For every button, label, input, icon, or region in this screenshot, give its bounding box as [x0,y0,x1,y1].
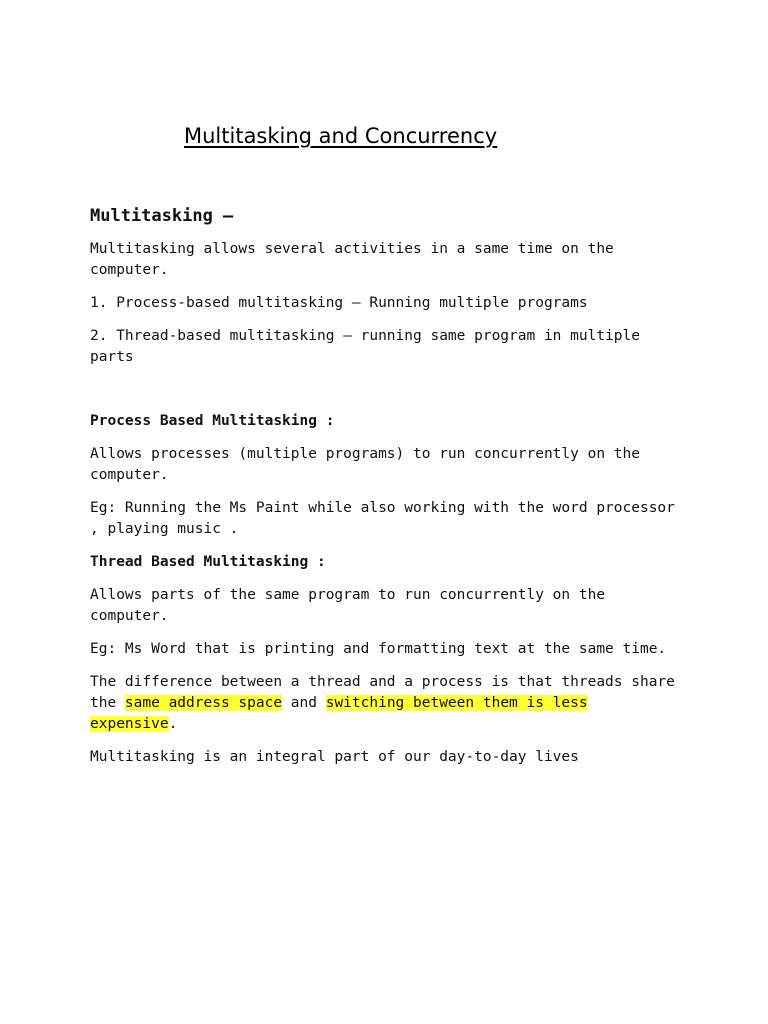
closing-paragraph: Multitasking is an integral part of our day-to-day lives [90,749,579,765]
document-title: Multitasking and Concurrency [184,124,498,148]
list-item-process-based: 1. Process-based multitasking – Running multiple programs [90,295,588,311]
document-body [90,204,680,780]
difference-text-after: . [168,716,178,732]
process-heading: Process Based Multitasking : [90,413,335,429]
process-description: Allows processes (multiple programs) to run concurrently on the computer. [90,446,640,483]
highlight-same-address-space: same address space [124,695,283,711]
section-heading: Multitasking – [90,206,234,226]
difference-text-before: The difference between a thread and a process is that threads share the [90,674,675,711]
list-item-thread-based: 2. Thread-based multitasking – running same program in multiple parts [90,328,640,365]
thread-heading: Thread Based Multitasking : [90,554,326,570]
difference-text-middle: and [282,695,326,711]
process-example: Eg: Running the Ms Paint while also working with the word processor , playing music . [90,500,675,537]
difference-paragraph [90,672,680,735]
highlight-switching-less-expensive: switching between them is less expensive [90,695,588,732]
thread-description: Allows parts of the same program to run concurrently on the computer. [90,587,606,624]
thread-example: Eg: Ms Word that is printing and formatting text at the same time. [90,641,667,657]
intro-paragraph: Multitasking allows several activities in a same time on the computer. [90,241,614,278]
